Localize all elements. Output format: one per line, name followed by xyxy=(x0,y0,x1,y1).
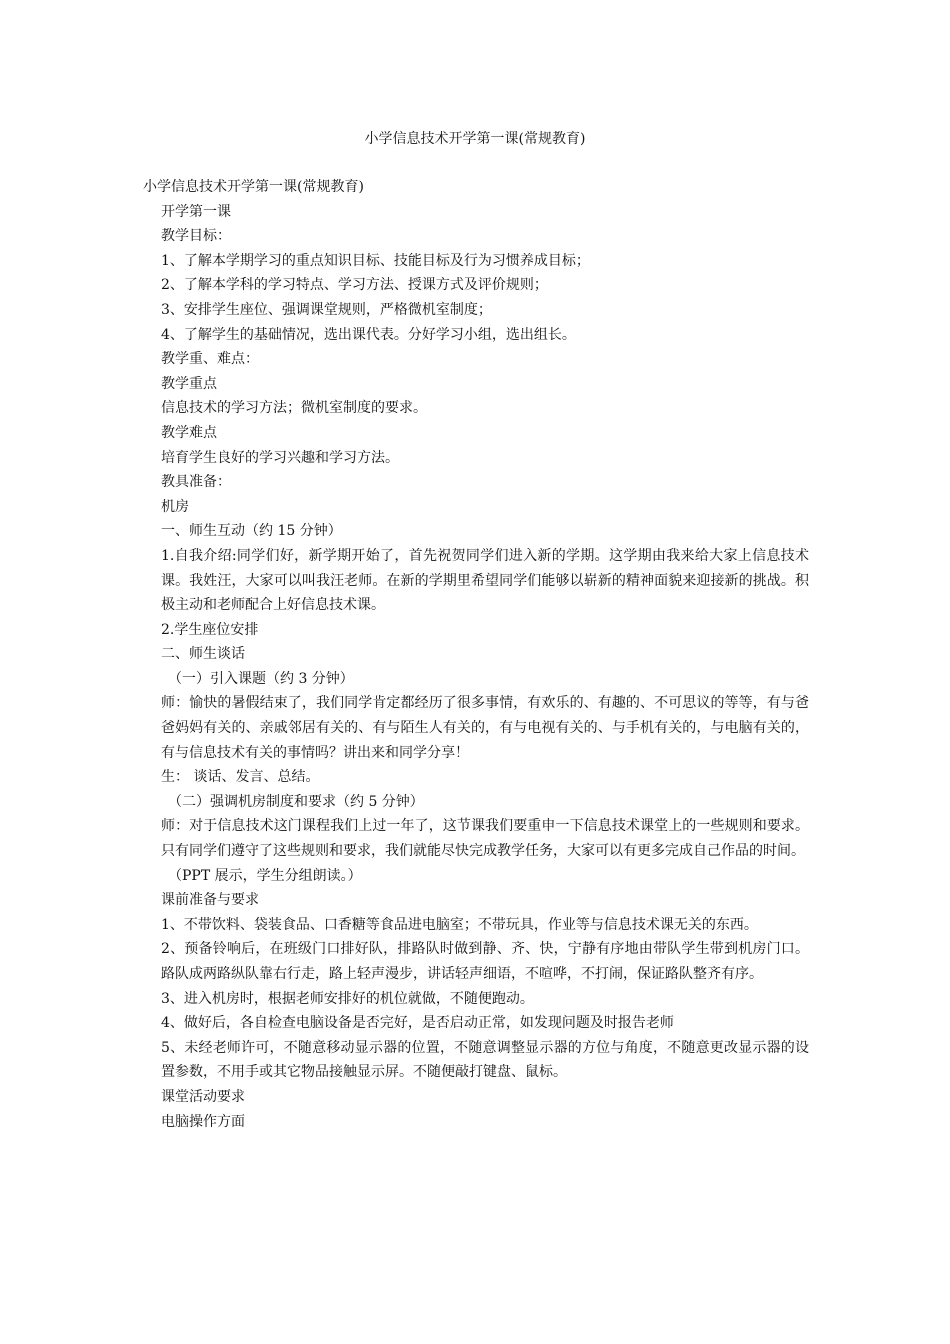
paragraph: 3、安排学生座位、强调课堂规则，严格微机室制度； xyxy=(161,301,492,318)
paragraph: 课堂活动要求 xyxy=(161,1088,245,1105)
paragraph: 机房 xyxy=(161,498,189,515)
paragraph: 二、师生谈话 xyxy=(161,646,245,663)
paragraph: 生： 谈话、发言、总结。 xyxy=(161,769,320,786)
paragraph: 课前准备与要求 xyxy=(161,892,259,909)
paragraph: 1.自我介绍:同学们好，新学期开始了，首先祝贺同学们进入新的学期。这学期由我来给大家上信息技术课。我姓汪，大家可以叫我汪老师。在新的学期里希望同学们能够以崭新的精神面貌来迎接新的挑战。积极主动和老师配合上好信息技术课。 xyxy=(161,547,809,614)
paragraph: 2.学生座位安排 xyxy=(161,621,259,638)
paragraph: 4、做好后，各自检查电脑设备是否完好，是否启动正常，如发现问题及时报告老师 xyxy=(161,1015,674,1032)
paragraph: 教学重、难点： xyxy=(161,351,259,368)
paragraph: 电脑操作方面 xyxy=(161,1113,245,1130)
paragraph: 师：愉快的暑假结束了，我们同学肯定都经历了很多事情，有欢乐的、有趣的、不可思议的等等，有与爸爸妈妈有关的、亲戚邻居有关的、有与陌生人有关的，有与电视有关的、与手机有关的，与电脑有关的，有与信息技术有关的事情吗？讲出来和同学分享！ xyxy=(161,695,809,761)
paragraph: 教学目标： xyxy=(161,228,231,245)
paragraph: 信息技术的学习方法；微机室制度的要求。 xyxy=(161,400,427,417)
paragraph: 3、进入机房时，根据老师安排好的机位就做，不随便跑动。 xyxy=(161,990,534,1007)
paragraph: 1、不带饮料、袋装食品、口香糖等食品进电脑室；不带玩具，作业等与信息技术课无关的东西。 xyxy=(161,916,758,933)
paragraph: 2、预备铃响后，在班级门口排好队，排路队时做到静、齐、快，宁静有序地由带队学生带到机房门口。路队成两路纵队靠右行走，路上轻声漫步，讲话轻声细语，不喧哗，不打闹，保证路队整齐有序。 xyxy=(161,941,809,982)
paragraph: 2、了解本学科的学习特点、学习方法、授课方式及评价规则； xyxy=(161,277,548,294)
paragraph: 5、未经老师许可，不随意移动显示器的位置，不随意调整显示器的方位与角度，不随意更改显示器的设置参数，不用手或其它物品接触显示屏。不随便敲打键盘、鼠标。 xyxy=(161,1039,809,1081)
paragraph: 教学难点 xyxy=(161,424,217,441)
document-body xyxy=(143,175,809,1134)
paragraph: 教学重点 xyxy=(161,375,217,392)
paragraph: 师：对于信息技术这门课程我们上过一年了，这节课我们要重申一下信息技术课堂上的一些规则和要求。只有同学们遵守了这些规则和要求，我们就能尽快完成教学任务，大家可以有更多完成自己作品的时间。 xyxy=(161,818,809,860)
paragraph: 教具准备： xyxy=(161,474,231,491)
paragraph: （PPT 展示，学生分组朗读。） xyxy=(168,867,362,884)
paragraph: 1、了解本学期学习的重点知识目标、技能目标及行为习惯养成目标； xyxy=(161,252,590,269)
document-title: 小学信息技术开学第一课(常规教育) xyxy=(364,131,586,147)
paragraph: 一、师生互动（约 15 分钟） xyxy=(161,523,342,540)
paragraph: 4、了解学生的基础情况，选出课代表。分好学习小组，选出组长。 xyxy=(161,326,576,343)
paragraph: （二）强调机房制度和要求（约 5 分钟） xyxy=(168,793,424,810)
paragraph: 培育学生良好的学习兴趣和学习方法。 xyxy=(161,449,399,466)
body-heading: 小学信息技术开学第一课(常规教育) xyxy=(143,179,364,195)
paragraph: （一）引入课题（约 3 分钟） xyxy=(168,670,354,687)
paragraph: 开学第一课 xyxy=(161,203,231,220)
